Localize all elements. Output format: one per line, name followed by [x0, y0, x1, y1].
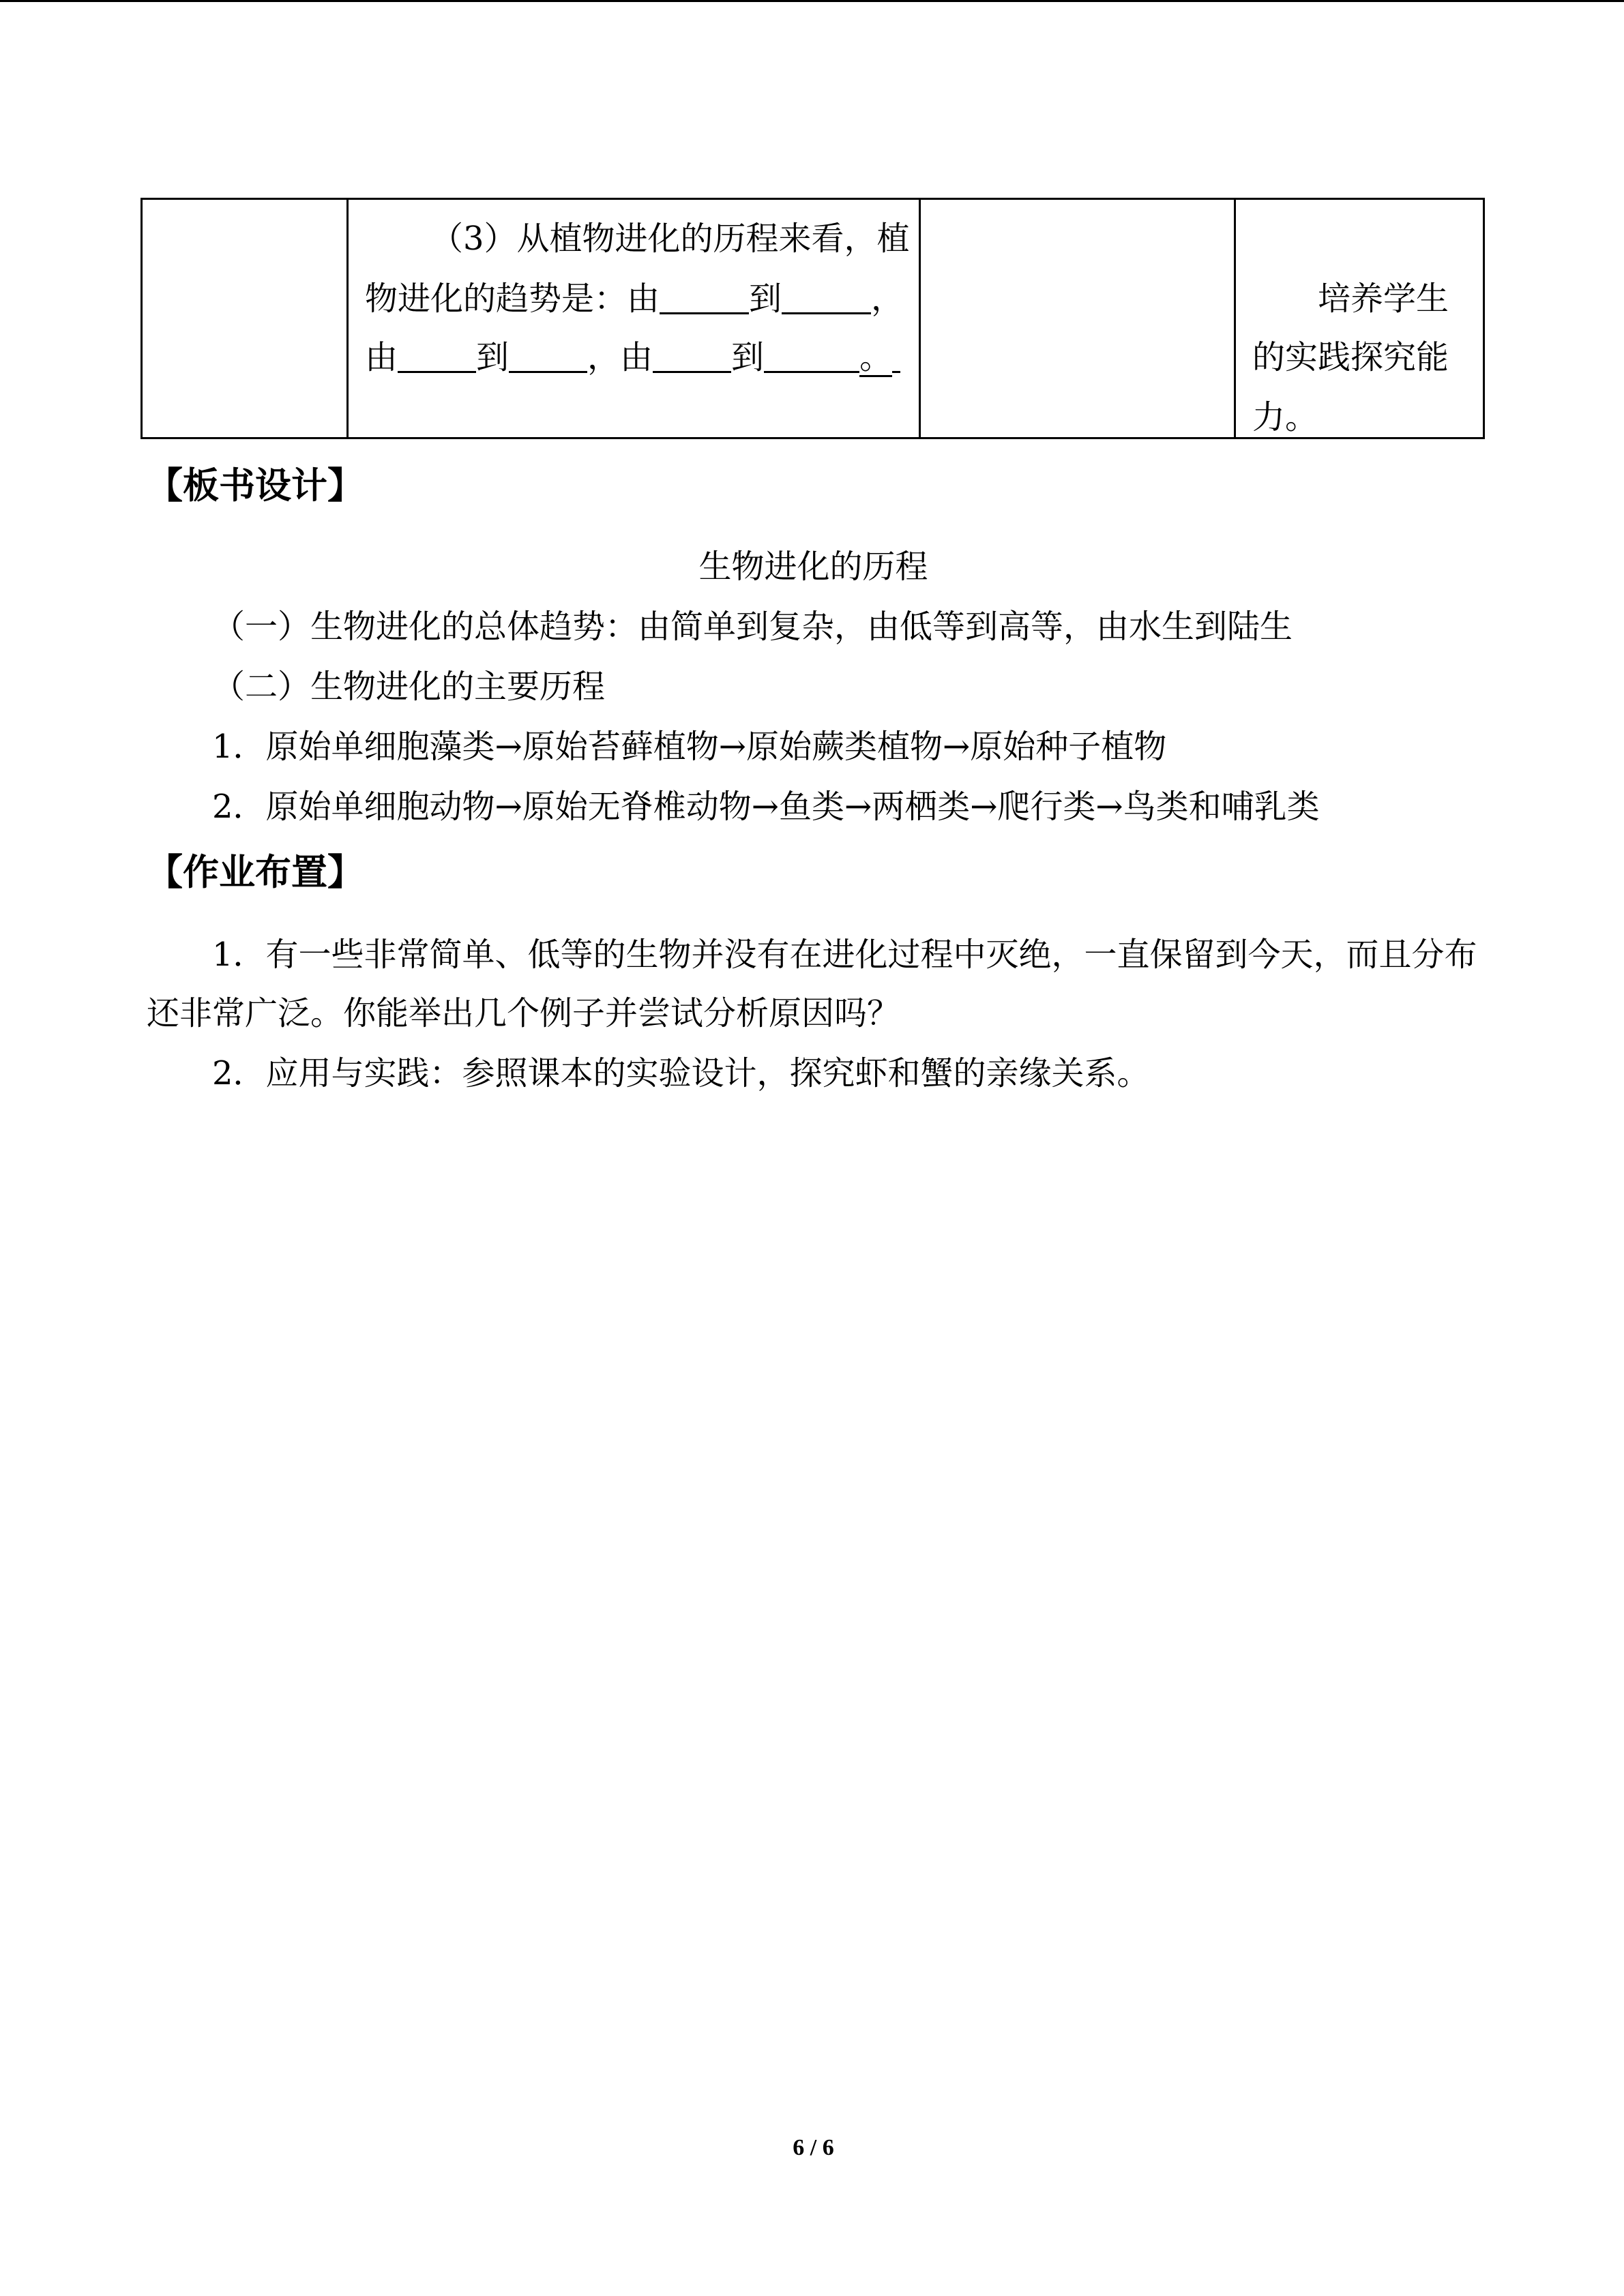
board-design-line-2: （二）生物进化的主要历程	[212, 668, 606, 706]
activity-text: 物进化的趋势是：由	[365, 280, 660, 318]
board-design-heading: 【板书设计】	[147, 465, 364, 507]
table-cell-design-intent	[1236, 200, 1483, 437]
table-cell-stage	[143, 200, 349, 437]
top-border-line	[0, 0, 1624, 2]
fill-in-blank	[509, 371, 587, 373]
board-design-line-1: （一）生物进化的总体趋势：由简单到复杂，由低等到高等，由水生到陆生	[212, 608, 1293, 646]
table-cell-activity	[349, 200, 921, 437]
lesson-table	[141, 198, 1485, 439]
page-number: 6 / 6	[793, 2135, 834, 2160]
activity-text: ，由	[587, 338, 653, 376]
design-intent-line-2: 的实践探究能	[1252, 338, 1449, 376]
fill-in-blank	[660, 312, 749, 314]
homework-item-2-line-1: 2．应用与实践：参照课本的实验设计，探究虾和蟹的亲缘关系。	[212, 1054, 1150, 1092]
table-cell-student-activity	[921, 200, 1236, 437]
fill-in-blank	[653, 371, 731, 373]
fill-in-blank	[398, 371, 476, 373]
activity-text: 由	[365, 338, 398, 376]
board-design-line-3: 1．原始单细胞藻类→原始苔藓植物→原始蕨类植物→原始种子植物	[212, 728, 1167, 766]
activity-text: 到	[476, 338, 510, 376]
homework-heading: 【作业布置】	[147, 852, 364, 893]
activity-text: ，	[871, 280, 904, 318]
activity-line-3	[365, 337, 900, 378]
design-intent-line-1: 培养学生	[1318, 280, 1449, 318]
activity-line-2	[365, 278, 904, 319]
fill-in-blank	[892, 371, 900, 373]
board-design-line-4: 2．原始单细胞动物→原始无脊椎动物→鱼类→两栖类→爬行类→鸟类和哺乳类	[212, 788, 1320, 826]
activity-text: 。	[859, 338, 893, 376]
board-design-title: 生物进化的历程	[698, 548, 928, 586]
homework-item-1-line-2: 还非常广泛。你能举出几个例子并尝试分析原因吗？	[147, 994, 900, 1032]
homework-item-1-line-1: 1．有一些非常简单、低等的生物并没有在进化过程中灭绝，一直保留到今天，而且分布	[212, 936, 1477, 974]
activity-text: 到	[749, 280, 782, 318]
design-intent-line-3: 力。	[1252, 398, 1318, 436]
activity-text: 到	[731, 338, 765, 376]
fill-in-blank	[782, 312, 871, 314]
activity-line-1: （3）从植物进化的历程来看，植	[430, 220, 910, 258]
fill-in-blank	[764, 371, 859, 373]
